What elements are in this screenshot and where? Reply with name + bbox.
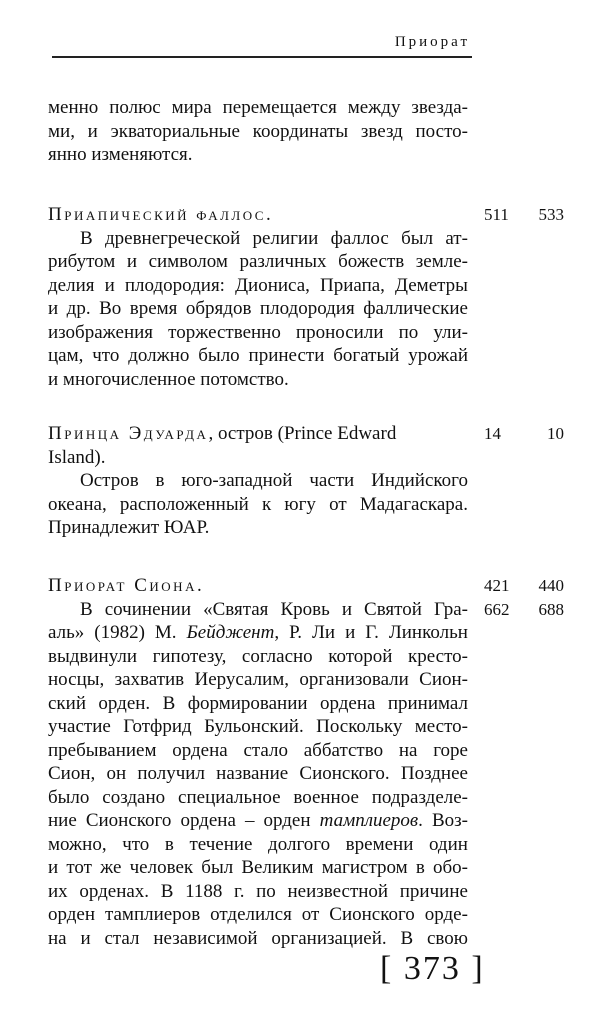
ref-row: 662 688	[484, 599, 564, 619]
word: к	[261, 493, 272, 515]
text-line	[48, 344, 468, 368]
word: Великим	[241, 857, 314, 878]
text-line	[48, 250, 468, 274]
text-line	[48, 469, 468, 493]
word: Поскольку	[316, 716, 403, 737]
entry-priory-of-sion	[48, 574, 468, 950]
word: плодородия:	[124, 274, 225, 296]
word: сочинении	[104, 598, 192, 620]
text-line	[48, 621, 468, 645]
word: обо-	[432, 857, 468, 878]
word: которой	[328, 645, 393, 667]
word: «Святая	[203, 598, 269, 620]
word: божеств	[338, 251, 405, 272]
text-line	[48, 762, 468, 786]
word: Сион-	[419, 669, 468, 690]
word: Приапа,	[320, 274, 385, 296]
word: югу	[284, 493, 316, 515]
word: Сионского	[85, 810, 172, 831]
word: место-	[414, 716, 468, 737]
word: Сионского	[329, 904, 415, 925]
word: фаллос	[330, 227, 389, 249]
word: В	[400, 927, 414, 949]
word: неизвестной	[287, 880, 389, 902]
word: горе	[433, 739, 468, 761]
word: координаты	[252, 120, 349, 142]
word: Во	[99, 298, 122, 319]
word: он	[106, 763, 127, 784]
word: и	[104, 274, 115, 296]
word: г.	[234, 880, 245, 902]
word: В	[80, 227, 93, 249]
text-line	[48, 297, 468, 321]
word: обрядов	[185, 298, 252, 319]
entry-head: Принца Эдуарда , остров (Prince Edward	[48, 423, 397, 444]
header-rule	[52, 56, 472, 58]
word: части	[309, 470, 355, 491]
word: ский	[48, 692, 86, 714]
word: ми,	[48, 120, 75, 142]
word: гипотезу,	[152, 645, 227, 667]
word: богатый	[333, 345, 400, 366]
word: –	[244, 810, 255, 831]
text-line	[48, 598, 468, 622]
word: орде-	[424, 904, 468, 925]
folio-number: 373	[403, 950, 461, 987]
word: в	[415, 857, 425, 878]
word: в	[164, 833, 174, 855]
word: ули-	[433, 321, 468, 343]
word: В	[80, 598, 93, 620]
word: захватив	[114, 669, 185, 690]
entry-priapic-phallus	[48, 203, 468, 391]
word: земле-	[415, 251, 468, 272]
word: и	[345, 622, 356, 643]
word: аль»	[48, 622, 85, 643]
word: ордена	[180, 810, 236, 831]
word: от	[301, 904, 320, 925]
word: и	[48, 298, 59, 319]
word: времени	[345, 833, 414, 855]
word: М.	[154, 622, 177, 643]
text-line	[48, 833, 468, 857]
word: на	[48, 927, 67, 949]
text-line	[48, 903, 468, 927]
word: юго-западной	[181, 470, 293, 491]
word: цам,	[48, 345, 84, 366]
word: человек	[129, 857, 194, 878]
word: по	[398, 321, 419, 343]
word: причине	[399, 880, 468, 902]
word: было	[198, 345, 240, 366]
word: формировании	[187, 692, 308, 714]
text-line	[48, 120, 468, 144]
text-line	[48, 274, 468, 298]
word: различных	[239, 251, 327, 272]
text-line	[48, 880, 468, 904]
word: ордена	[172, 739, 228, 761]
word: Бейджент,	[186, 622, 280, 643]
word: ордена	[319, 692, 376, 714]
word: звезда-	[411, 97, 468, 118]
word: и	[87, 120, 98, 142]
word: название	[216, 763, 289, 784]
entry-head: Приорат Сиона.	[48, 575, 205, 596]
word: ат-	[445, 227, 468, 249]
word: полюс	[109, 97, 161, 118]
word: урожай	[408, 345, 468, 366]
word: рибутом	[48, 251, 116, 272]
word: один	[428, 833, 468, 855]
word: Деметры	[395, 274, 468, 296]
word: стало	[243, 739, 288, 761]
word: делия	[48, 274, 95, 296]
ref-row: 511 533	[484, 205, 564, 224]
word: создано	[102, 786, 166, 808]
entry-head: Приапический фаллос.	[48, 204, 274, 225]
word: был	[201, 857, 234, 878]
word: изображения	[48, 321, 154, 343]
folio-close-bracket: ]	[471, 950, 485, 987]
word: Линкольн	[388, 622, 468, 643]
word: В	[160, 880, 174, 902]
word: принести	[248, 345, 325, 366]
word: носцы,	[48, 669, 105, 690]
word: независимой	[153, 927, 258, 949]
word: Иерусалим,	[194, 669, 290, 690]
word: звезд	[360, 120, 403, 142]
word: орден	[48, 904, 96, 925]
word: от	[329, 493, 347, 515]
text-line	[48, 786, 468, 810]
word: Мадагаскара.	[359, 493, 468, 515]
word: менно	[48, 97, 99, 118]
word: пребыванием	[48, 739, 157, 761]
text-line	[48, 715, 468, 739]
carryover-paragraph	[48, 96, 468, 167]
word: организацией.	[271, 927, 387, 949]
word: что	[122, 833, 150, 855]
entry-refs	[484, 422, 564, 446]
entry-prince-edward-island	[48, 422, 468, 540]
word: кресто-	[408, 645, 468, 667]
word: должно	[128, 345, 190, 366]
word: Диониса,	[235, 274, 310, 296]
text-line	[48, 739, 468, 763]
word: долгого	[268, 833, 331, 855]
word: военное	[293, 786, 359, 808]
ref-row: 421 440	[484, 576, 564, 595]
word: получил	[137, 763, 205, 784]
word: проносили	[295, 321, 384, 343]
word: посто-	[415, 120, 468, 142]
word: выдвинули	[48, 645, 138, 667]
word: др.	[66, 298, 91, 319]
word: и	[126, 251, 138, 272]
text-line	[48, 493, 468, 517]
text-line	[48, 645, 468, 669]
text-line	[48, 809, 468, 833]
word: древнегреческой	[104, 227, 241, 249]
word: в	[155, 470, 165, 491]
text-line	[48, 692, 468, 716]
word: и	[80, 927, 91, 949]
word: и	[341, 598, 352, 620]
word: подразделе-	[371, 786, 468, 808]
word: тамплиеров.	[319, 810, 423, 831]
text-line	[48, 927, 468, 951]
word: Индийского	[371, 470, 468, 491]
word: Святой	[364, 598, 422, 620]
word: согласно	[241, 645, 313, 667]
word: орденах.	[79, 880, 150, 902]
page-number	[380, 950, 485, 988]
word: специальное	[178, 786, 281, 808]
word: между	[347, 97, 401, 118]
ref-row: 14 10	[484, 424, 564, 443]
running-title: Приорат	[394, 34, 470, 50]
word: течение	[189, 833, 253, 855]
word: свою	[426, 927, 468, 949]
text-line	[48, 227, 468, 251]
word: же	[100, 857, 122, 878]
word: тот	[66, 857, 92, 878]
word: перемещается	[222, 97, 337, 118]
word: и	[48, 857, 59, 878]
word: океана,	[48, 493, 107, 515]
text-line: янно изменяются.	[48, 144, 193, 165]
word: Сион,	[48, 763, 96, 784]
word: Позднее	[400, 763, 468, 784]
word: фаллические	[363, 298, 468, 319]
word: Р.	[289, 622, 303, 643]
word: стал	[104, 927, 140, 949]
word: Кровь	[280, 598, 330, 620]
word: Остров	[80, 470, 139, 491]
text-line	[48, 96, 468, 120]
word: было	[48, 786, 90, 808]
entry-refs	[484, 203, 564, 227]
word: тамплиеров	[104, 904, 201, 925]
word: их	[48, 880, 68, 902]
word: Воз-	[431, 810, 468, 831]
word: орден.	[98, 692, 151, 714]
word: религии	[252, 227, 319, 249]
word: можно,	[48, 833, 107, 855]
word: что	[92, 345, 120, 366]
word: Сионского.	[299, 763, 390, 784]
word: экваториальные	[110, 120, 240, 142]
word: 1188	[185, 880, 223, 902]
word: (1982)	[94, 622, 145, 643]
word: аббатство	[303, 739, 384, 761]
entry-refs	[484, 574, 564, 621]
text-line: и многочисленное потомство.	[48, 368, 289, 390]
text-line	[48, 668, 468, 692]
word: плодородия	[259, 298, 355, 319]
text-line	[48, 856, 468, 880]
word: орден	[263, 810, 311, 831]
word: организовали	[299, 669, 409, 690]
text-line: Принадлежит ЮАР.	[48, 517, 210, 538]
running-head	[0, 0, 600, 60]
word: Готфрид	[123, 716, 192, 737]
word: Гра-	[433, 598, 468, 620]
word: участие	[48, 716, 111, 737]
word: на	[398, 739, 418, 761]
word: ние	[48, 810, 77, 831]
word: магистром	[321, 857, 408, 878]
word: торжественно	[168, 321, 281, 343]
word: время	[129, 298, 178, 319]
word: Г.	[365, 622, 379, 643]
text-line	[48, 321, 468, 345]
word: мира	[171, 97, 212, 118]
word: символом	[148, 251, 228, 272]
word: расположенный	[119, 493, 249, 515]
word: принимал	[387, 692, 468, 714]
word: отделился	[210, 904, 292, 925]
word: был	[401, 227, 434, 249]
word: Бульонский.	[204, 716, 304, 737]
word: В	[162, 692, 176, 714]
word: Ли	[312, 622, 336, 643]
entry-head-cont: Island).	[48, 446, 106, 468]
word: по	[256, 880, 276, 902]
folio-open-bracket: [	[380, 950, 394, 987]
